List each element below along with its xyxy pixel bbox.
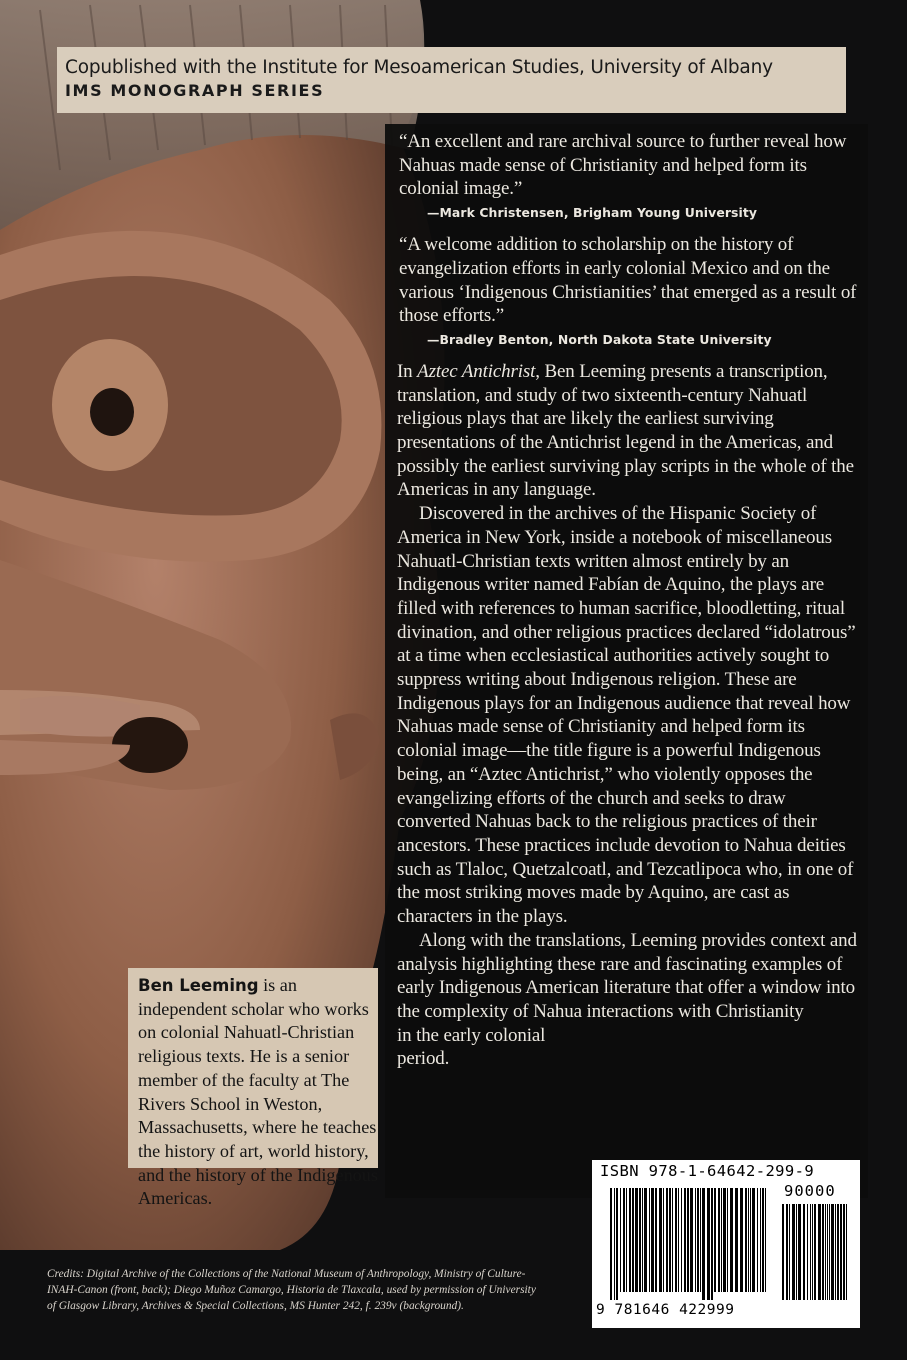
barcode-bar bbox=[695, 1188, 696, 1292]
barcode-bar bbox=[752, 1188, 755, 1292]
addon-bar bbox=[827, 1204, 828, 1300]
addon-bar bbox=[822, 1204, 824, 1300]
barcode-bar bbox=[610, 1188, 612, 1300]
barcode-bar bbox=[721, 1188, 722, 1292]
barcode-bars bbox=[596, 1184, 856, 1304]
barcode-bar bbox=[690, 1188, 693, 1292]
addon-bar bbox=[843, 1204, 845, 1300]
barcode-bar bbox=[714, 1188, 716, 1292]
barcode-bar bbox=[718, 1188, 720, 1292]
barcode-bar bbox=[700, 1188, 701, 1292]
barcode-bar bbox=[623, 1188, 625, 1292]
barcode-bar bbox=[750, 1188, 751, 1292]
barcode-bar bbox=[644, 1188, 647, 1292]
addon-bar bbox=[846, 1204, 847, 1300]
barcode-bar bbox=[675, 1188, 677, 1292]
addon-bar bbox=[812, 1204, 813, 1300]
isbn-label: ISBN 978-1-64642-299-9 bbox=[600, 1162, 815, 1180]
barcode-bar bbox=[727, 1188, 728, 1292]
barcode-bar bbox=[626, 1188, 627, 1292]
barcode-bar bbox=[616, 1188, 618, 1300]
barcode-bar bbox=[639, 1188, 641, 1292]
description-paragraph-3: Along with the translations, Leeming provides context and analysis highlighting these rare and fascinating examples of early Indigenous American literature that offer a window into the complexity of Nahua interactions with Christianity bbox=[397, 929, 857, 1022]
blurb-attribution-2: —Bradley Benton, North Dakota State University bbox=[427, 331, 772, 347]
addon-bar bbox=[829, 1204, 830, 1300]
barcode-bar bbox=[730, 1188, 733, 1292]
barcode-bar bbox=[745, 1188, 747, 1292]
author-bio-text: is an independent scholar who works on colonial Nahuatl-Christian religious texts. He is a senior member of the faculty at The Rivers School in Weston, Massachusetts, where he teaches the history of art, world history, and the history of the Indigenous Americas. bbox=[138, 975, 378, 1209]
barcode-bar bbox=[614, 1188, 615, 1300]
barcode-bar bbox=[711, 1188, 713, 1300]
barcode-bar bbox=[762, 1188, 764, 1292]
addon-bar bbox=[796, 1204, 797, 1300]
description-p1-prefix: In bbox=[397, 360, 418, 382]
barcode-bar bbox=[642, 1188, 643, 1292]
addon-bar bbox=[782, 1204, 784, 1300]
barcode-bar bbox=[697, 1188, 699, 1292]
price-code: 90000 bbox=[784, 1182, 836, 1200]
addon-bar bbox=[840, 1204, 842, 1300]
barcode-bar bbox=[629, 1188, 631, 1292]
barcode-bar bbox=[655, 1188, 657, 1292]
author-name: Ben Leeming bbox=[138, 976, 259, 995]
blurb-quote-1: “An excellent and rare archival source to further reveal how Nahuas made sense of Christianity and helped form its colonial image.” bbox=[399, 131, 847, 200]
back-cover-text bbox=[397, 130, 857, 1071]
barcode-digits: 9 781646 422999 bbox=[596, 1302, 735, 1318]
barcode-bar bbox=[760, 1188, 761, 1292]
copublisher-text: Copublished with the Institute for Mesoamerican Studies, University of Albany bbox=[65, 57, 773, 78]
barcode-bar bbox=[663, 1188, 664, 1292]
barcode-bar bbox=[687, 1188, 689, 1292]
barcode-bar bbox=[649, 1188, 650, 1292]
blurb-attribution-1: —Mark Christensen, Brigham Young University bbox=[427, 205, 758, 221]
addon-bar bbox=[803, 1204, 805, 1300]
barcode-bar bbox=[666, 1188, 668, 1292]
barcode-bar bbox=[669, 1188, 671, 1292]
addon-bar bbox=[786, 1204, 788, 1300]
addon-bar bbox=[825, 1204, 826, 1300]
addon-bar bbox=[789, 1204, 790, 1300]
barcode-bar bbox=[748, 1188, 749, 1292]
addon-bar bbox=[837, 1204, 839, 1300]
barcode-bar bbox=[651, 1188, 654, 1292]
barcode-bar bbox=[723, 1188, 726, 1292]
barcode-bar bbox=[740, 1188, 743, 1292]
addon-bar bbox=[807, 1204, 808, 1300]
barcode-bar bbox=[678, 1188, 679, 1292]
barcode-bar bbox=[735, 1188, 738, 1292]
description-p1-rest: , Ben Leeming presents a transcription, translation, and study of two sixteenth-century Nahuatl religious plays that are likely the earliest surviving presentations of the Antichrist legend in the Americas, and possibly the earliest surviving play scripts in the whole of the Americas in any language. bbox=[397, 360, 854, 501]
addon-bar bbox=[818, 1204, 821, 1300]
description-paragraph-2: Discovered in the archives of the Hispanic Society of America in New York, inside a notebook of miscellaneous Nahuatl-Christian texts written almost entirely by an Indigenous writer named Fabían de Aquino, the plays are filled with references to human sacrifice, bloodletting, ritual divination, and other religious practices declared “idolatrous” at a time when ecclesiastical authorities actively sought to suppress writing about Indigenous religion. These are Indigenous plays for an Indigenous audience that reveal how Nahuas made sense of Christianity and helped form its colonial image—the title figure is a powerful Indigenous being, an “Aztec Antichrist,” who violently opposes the evangelizing efforts of the church and seeks to draw converted Nahuas back to the religious practices of their ancestors. These practices include devotion to Nahua deities such as Tlaloc, Quetzalcoatl, and Tezcatlipoca who, in one of the most striking moves made by Aquino, are cast as characters in the plays. bbox=[397, 503, 856, 928]
addon-bar bbox=[798, 1204, 801, 1300]
barcode-bar bbox=[632, 1188, 634, 1292]
barcode-bar bbox=[635, 1188, 638, 1292]
addon-bar bbox=[814, 1204, 816, 1300]
blurb-quote-2: “A welcome addition to scholarship on the history of evangelization efforts in early colonial Mexico and on the various ‘Indigenous Christianities’ that emerged as a result of those efforts.” bbox=[399, 234, 857, 327]
description-paragraph-1 bbox=[397, 360, 857, 502]
book-title: Aztec Antichrist bbox=[417, 360, 536, 382]
barcode-bar bbox=[684, 1188, 686, 1292]
barcode-bar bbox=[672, 1188, 673, 1292]
addon-bar bbox=[831, 1204, 834, 1300]
author-bio bbox=[128, 968, 378, 1209]
description-paragraph-3-end: in the early colonial period. bbox=[397, 1024, 546, 1070]
barcode-bar bbox=[702, 1188, 705, 1300]
barcode-bar bbox=[765, 1188, 766, 1292]
addon-bar bbox=[835, 1204, 836, 1300]
barcode-bar bbox=[659, 1188, 662, 1292]
isbn-barcode bbox=[592, 1160, 860, 1328]
barcode-bar bbox=[707, 1188, 710, 1300]
image-credits: Credits: Digital Archive of the Collections of the National Museum of Anthropology, Ministry of Culture-INAH-Canon (front, back); Diego Muñoz Camargo, Historia de Tlaxcala, used by permission of University of Glasgow Library, Archives & Special Collections, MS Hunter 242, f. 239v (background). bbox=[47, 1268, 536, 1312]
series-title: IMS MONOGRAPH SERIES bbox=[65, 81, 325, 100]
barcode-bar bbox=[620, 1188, 621, 1292]
barcode-bar bbox=[681, 1188, 682, 1292]
copublisher-banner bbox=[57, 47, 846, 113]
barcode-bar bbox=[757, 1188, 758, 1292]
addon-bar bbox=[810, 1204, 811, 1300]
addon-bar bbox=[792, 1204, 795, 1300]
